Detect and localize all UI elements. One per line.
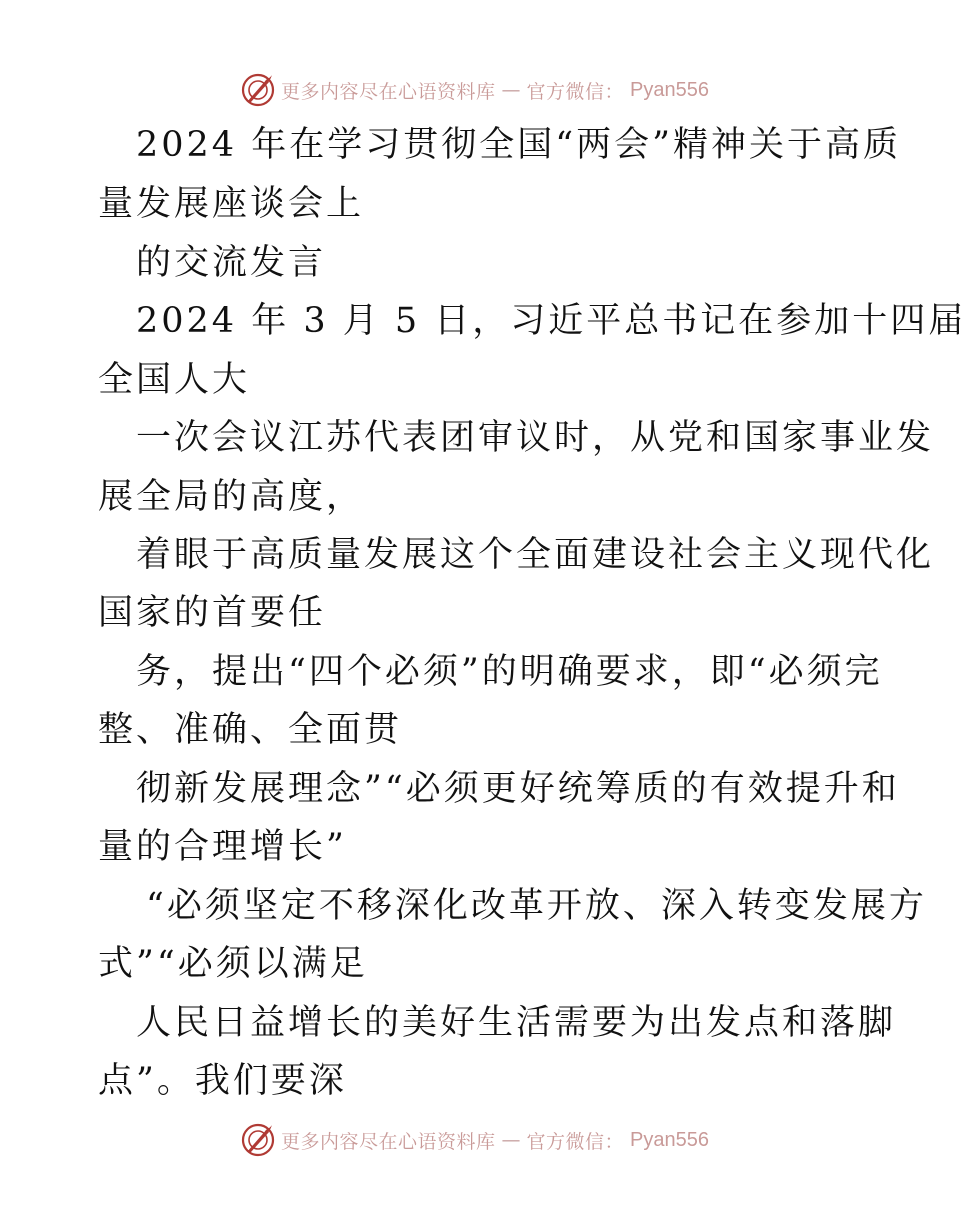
text-line: 2024 年 3 月 5 日，习近平总书记在参加十四届 [136,301,966,341]
watermark-separator: — [501,1129,521,1151]
footer-watermark [0,1120,950,1160]
watermark-text: 更多内容尽在心语资料库 [281,1130,496,1153]
text-line: 整、准确、全面贯 [98,710,403,750]
watermark-separator: — [501,79,521,101]
header-watermark [0,70,950,110]
watermark-text: 更多内容尽在心语资料库 [281,80,496,103]
quill-logo-icon [241,1123,275,1157]
watermark-wechat-label: 官方微信： [526,80,625,103]
watermark-wechat-id: Pyan556 [630,1128,709,1151]
text-line: 式”“必须以满足 [98,944,368,984]
text-line: 一次会议江苏代表团审议时，从党和国家事业发 [136,418,935,458]
text-line: 点”。我们要深 [98,1061,347,1101]
text-line: 着眼于高质量发展这个全面建设社会主义现代化 [136,535,935,575]
text-line: 展全局的高度， [98,477,365,517]
watermark-wechat-label: 官方微信： [526,1130,625,1153]
text-line: 量发展座谈会上 [98,184,365,224]
text-line: 务，提出“四个必须”的明确要求，即“必须完 [136,652,883,692]
text-line: “必须坚定不移深化改革开放、深入转变发展方 [146,886,927,926]
text-line: 2024 年在学习贯彻全国“两会”精神关于高质 [136,125,901,165]
text-line: 彻新发展理念”“必须更好统筹质的有效提升和 [136,769,900,809]
text-line: 的交流发言 [136,243,327,283]
text-line: 量的合理增长” [98,827,347,867]
text-line: 国家的首要任 [98,593,327,633]
watermark-wechat-id: Pyan556 [630,78,709,101]
text-line: 人民日益增长的美好生活需要为出发点和落脚 [136,1003,897,1043]
text-line: 全国人大 [98,360,251,400]
quill-logo-icon [241,73,275,107]
